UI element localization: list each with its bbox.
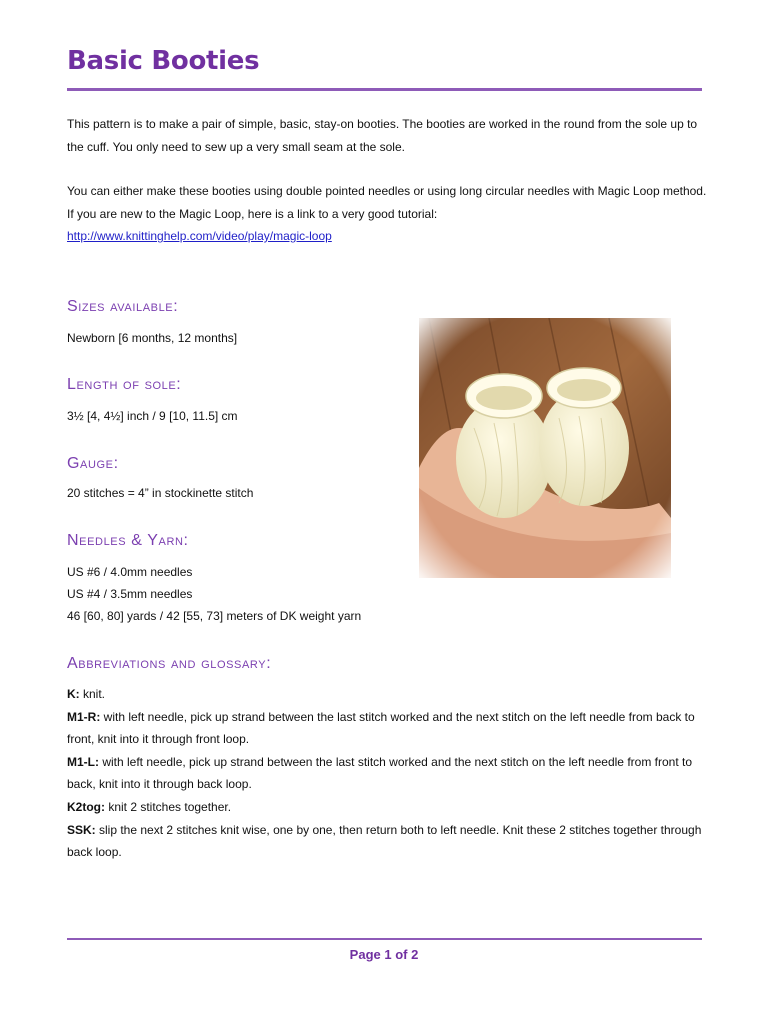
abbreviation-term: K: — [67, 687, 80, 701]
intro-paragraph-2-text: You can either make these booties using double pointed needles or using long circular needles with Magic Loop method. If you are new to the Magic Loop, here is a link to a very good tutorial: — [67, 184, 707, 221]
abbreviation-item — [67, 819, 707, 864]
abbreviation-term: M1-R: — [67, 709, 101, 724]
sole-text: 3½ [4, 4½] inch / 9 [10, 11.5] cm — [67, 409, 238, 423]
abbreviation-term: M1-L: — [67, 754, 99, 769]
abbreviations-heading: Abbreviations and glossary: — [67, 655, 272, 672]
page-number: Page 1 of 2 — [349, 947, 419, 962]
abbreviation-definition: with left needle, pick up strand between the last stitch worked and the next stitch on the left needle from back to front, knit into it through front loop. — [67, 709, 695, 747]
abbreviation-definition: knit. — [79, 687, 106, 701]
abbreviation-definition: slip the next 2 stitches knit wise, one by one, then return both to left needle. Knit these 2 stitches together through back loop. — [67, 822, 702, 860]
yarn-line: 46 [60, 80] yards / 42 [55, 73] meters of DK weight yarn — [67, 609, 362, 623]
sizes-heading: Sizes available: — [67, 298, 179, 315]
photo-of-knitted-booties-in-hand-icon — [419, 318, 671, 578]
gauge-heading: Gauge: — [67, 455, 119, 472]
footer-divider — [67, 938, 702, 940]
abbreviation-item — [67, 683, 707, 706]
document-title: Basic Booties — [67, 46, 260, 76]
sizes-text: Newborn [6 months, 12 months] — [67, 331, 238, 345]
abbreviation-item — [67, 706, 707, 751]
needles-line-1: US #6 / 4.0mm needles — [67, 565, 193, 579]
tutorial-link[interactable]: http://www.knittinghelp.com/video/play/magic-loop — [67, 229, 332, 243]
title-divider — [67, 88, 702, 91]
booties-photo — [419, 318, 671, 578]
abbreviation-term: K2tog: — [67, 799, 105, 814]
abbreviation-item — [67, 796, 707, 819]
intro-paragraph-1: This pattern is to make a pair of simple, basic, stay-on booties. The booties are worked in the round from the sole up to the cuff. You only need to sew up a very small seam at the sole. — [67, 117, 698, 154]
abbreviation-item — [67, 751, 707, 796]
abbreviations-list — [67, 683, 707, 864]
abbreviation-definition: with left needle, pick up strand between the last stitch worked and the next stitch on the left needle from front to back, knit into it through back loop. — [67, 754, 693, 792]
abbreviation-term: SSK: — [67, 822, 96, 837]
gauge-text: 20 stitches = 4” in stockinette stitch — [67, 486, 254, 500]
needles-line-2: US #4 / 3.5mm needles — [67, 587, 193, 601]
sole-heading: Length of sole: — [67, 376, 182, 393]
needles-heading: Needles & Yarn: — [67, 532, 189, 549]
intro-paragraph-2 — [67, 180, 707, 248]
abbreviation-definition: knit 2 stitches together. — [105, 799, 232, 814]
